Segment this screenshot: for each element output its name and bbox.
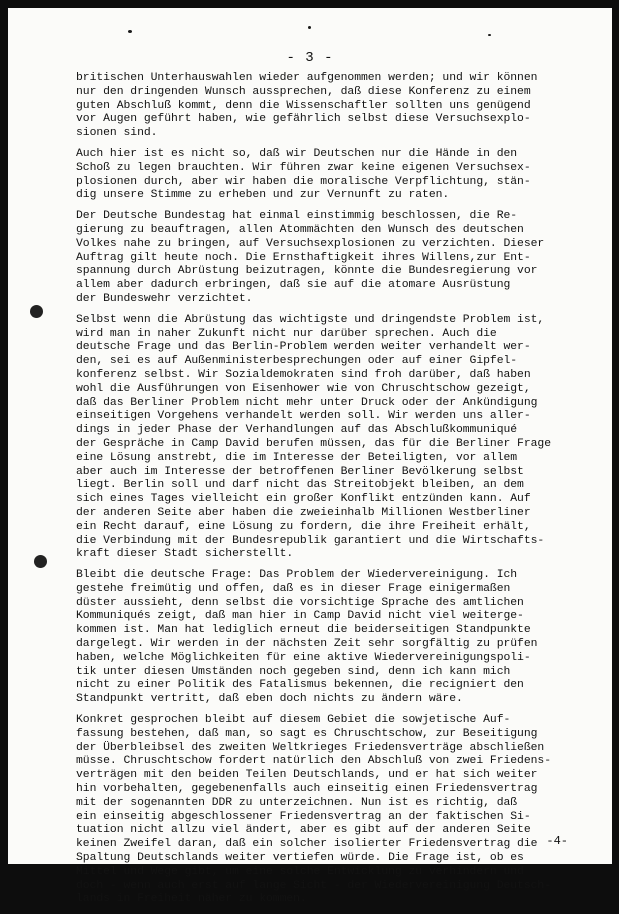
paragraph (76, 72, 606, 141)
text-line: guten Abschluß kommt, denn die Wissenschaftler sollten uns genügend (76, 99, 531, 112)
text-line: Auftrag gilt heute noch. Die Ernsthaftigkeit ihres Willens,zur Ent- (76, 251, 531, 264)
text-line: sich eines Tages vielleicht ein großer Konflikt entzünden kann. Auf (76, 493, 531, 506)
text-line: doch - wenn auch erst auf lange Sicht - der Wiedervereinigung Deutsch- (76, 879, 551, 892)
text-line: hin vorbehalten, gegebenenfalls auch einseitig einen Friedensvertrag (76, 783, 538, 796)
text-line: die Verbindung mit der Bundesrepublik garantiert und die Wirtschafts- (76, 534, 545, 547)
text-line: plosionen durch, aber wir haben die moralische Verpflichtung, stän- (76, 175, 531, 188)
text-line: Spaltung Deutschlands weiter vertiefen würde. Die Frage ist, ob es (76, 852, 524, 865)
text-line: haben, welche Möglichkeiten für eine aktive Wiedervereinigungspoli- (76, 651, 531, 664)
text-line: der Überbleibsel des zweiten Weltkrieges Friedensverträge abschließen (76, 741, 545, 754)
text-line: einseitigen Vorgehens verhandelt werden soll. Wir werden uns aller- (76, 410, 531, 423)
text-line: düster aussieht, denn selbst die vorsichtige Sprache des amtlichen (76, 596, 524, 609)
text-line: tuation nicht allzu viel ändert, aber es gibt auf der anderen Seite (76, 824, 531, 837)
text-line: Kommuniqués zeigt, daß man hier in Camp David nicht viel weiterge- (76, 610, 524, 623)
text-line: Auch hier ist es nicht so, daß wir Deutschen nur die Hände in den (76, 147, 518, 160)
body-text (76, 72, 606, 914)
text-line: allem aber dadurch erbringen, daß sie auf die atomare Ausrüstung (76, 279, 511, 292)
text-line: dargelegt. Wir werden in der nächsten Zeit sehr sorgfältig zu prüfen (76, 638, 538, 651)
page-number: - 3 - (286, 50, 334, 66)
continuation-marker: -4- (546, 834, 568, 848)
text-line: keinen Zweifel daran, daß ein solcher isolierter Friedensvertrag die (76, 838, 538, 851)
text-line: Konkret gesprochen bleibt auf diesem Gebiet die sowjetische Auf- (76, 714, 511, 727)
text-line: wird man in naher Zukunft nicht nur darüber sprechen. Auch die (76, 327, 497, 340)
text-line: nicht zu einer Politik des Fatalismus bekennen, die recigniert den (76, 679, 524, 692)
scan-speck (308, 26, 311, 29)
punch-hole (34, 555, 47, 568)
document-page (8, 8, 612, 906)
text-line: der anderen Seite aber haben die zweieinhalb Millionen Westberliner (76, 506, 531, 519)
text-line: Bleibt die deutsche Frage: Das Problem der Wiedervereinigung. Ich (76, 569, 518, 582)
punch-hole (30, 305, 43, 318)
text-line: daß das Berliner Problem nicht mehr unter Druck oder der Ankündigung (76, 396, 538, 409)
paragraph (76, 569, 606, 707)
text-line: Der Deutsche Bundestag hat einmal einstimmig beschlossen, die Re- (76, 210, 518, 223)
text-line: müsse. Chruschtschow fordert natürlich den Abschluß von zwei Friedens- (76, 755, 551, 768)
text-line: sionen sind. (76, 127, 158, 140)
paragraph (76, 148, 606, 203)
text-line: der Bundeswehr verzichtet. (76, 292, 253, 305)
text-line: Standpunkt vertritt, daß eben doch nichts zu ändern wäre. (76, 693, 463, 706)
text-line: gestehe freimütig und offen, daß es in dieser Frage einigermaßen (76, 582, 511, 595)
text-line: ein Recht darauf, eine Lösung zu fordern, die ihre Freiheit erhält, (76, 520, 531, 533)
text-line: dig unsere Stimme zu erheben und zur Vernunft zu raten. (76, 189, 450, 202)
text-line: wohl die Ausführungen von Eisenhower wie von Chruschtschow gezeigt, (76, 382, 531, 395)
text-line: mit der sogenannten DDR zu unterzeichnen. Nun ist es richtig, daß (76, 796, 518, 809)
text-line: konferenz selbst. Wir Sozialdemokraten sind froh darüber, daß haben (76, 368, 531, 381)
text-line: vor Augen geführt haben, wie gefährlich selbst diese Versuchsexplo- (76, 113, 531, 126)
text-line: spannung durch Abrüstung beizutragen, könnte die Bundesregierung vor (76, 265, 538, 278)
text-line: Volkes nahe zu bringen, auf Versuchsexplosionen zu verzichten. Dieser (76, 237, 545, 250)
text-line: Schoß zu legen brauchten. Wir führen zwar keine eigenen Versuchsex- (76, 161, 531, 174)
scan-speck (128, 30, 132, 33)
paragraph (76, 714, 606, 907)
text-line: Selbst wenn die Abrüstung das wichtigste und dringendste Problem ist, (76, 313, 545, 326)
text-line: aber auch im Interesse der betroffenen Berliner Bevölkerung selbst (76, 465, 524, 478)
scan-speck (488, 34, 491, 36)
paragraph (76, 314, 606, 562)
text-line: verträgen mit den beiden Teilen Deutschlands, und er hat sich weiter (76, 769, 538, 782)
text-line: eine Lösung anstrebt, die im Interesse der Beteiligten, vor allem (76, 451, 518, 464)
text-line: dings in jeder Phase der Verhandlungen auf das Abschlußkommuniqué (76, 424, 518, 437)
text-line: fassung bestehen, daß man, so sagt es Chruschtschow, zur Beseitigung (76, 727, 538, 740)
text-line: gierung zu beauftragen, allen Atommächten den Wunsch des deutschen (76, 223, 524, 236)
text-line: britischen Unterhauswahlen wieder aufgenommen werden; und wir können (76, 72, 538, 84)
text-line: den, sei es auf Außenministerbesprechungen oder auf einer Gipfel- (76, 355, 518, 368)
paragraph (76, 210, 606, 307)
text-line: liegt. Berlin soll und darf nicht das Streitobjekt bleiben, an dem (76, 479, 524, 492)
text-line: lands in Freiheit näher zu kommen. (76, 893, 307, 906)
text-line: deutsche Frage und das Berlin-Problem werden weiter verhandelt wer- (76, 341, 531, 354)
text-line: nur den dringenden Wunsch aussprechen, daß diese Konferenz zu einem (76, 85, 531, 98)
text-line: kraft dieser Stadt sicherstellt. (76, 548, 294, 561)
text-line: kommen ist. Man hat lediglich erneut die beiderseitigen Standpunkte (76, 624, 531, 637)
text-line: tik unter diesen Umständen noch gegeben sind, denn ich kann mich (76, 665, 511, 678)
text-line: Mittel und Wege gibt, um eine solche Entwicklung zu verhindern und (76, 865, 524, 878)
text-line: ein einseitig abgeschlossener Friedensvertrag an der faktischen Si- (76, 810, 531, 823)
text-line: der Gespräche in Camp David berufen müssen, das für die Berliner Frage (76, 437, 551, 450)
